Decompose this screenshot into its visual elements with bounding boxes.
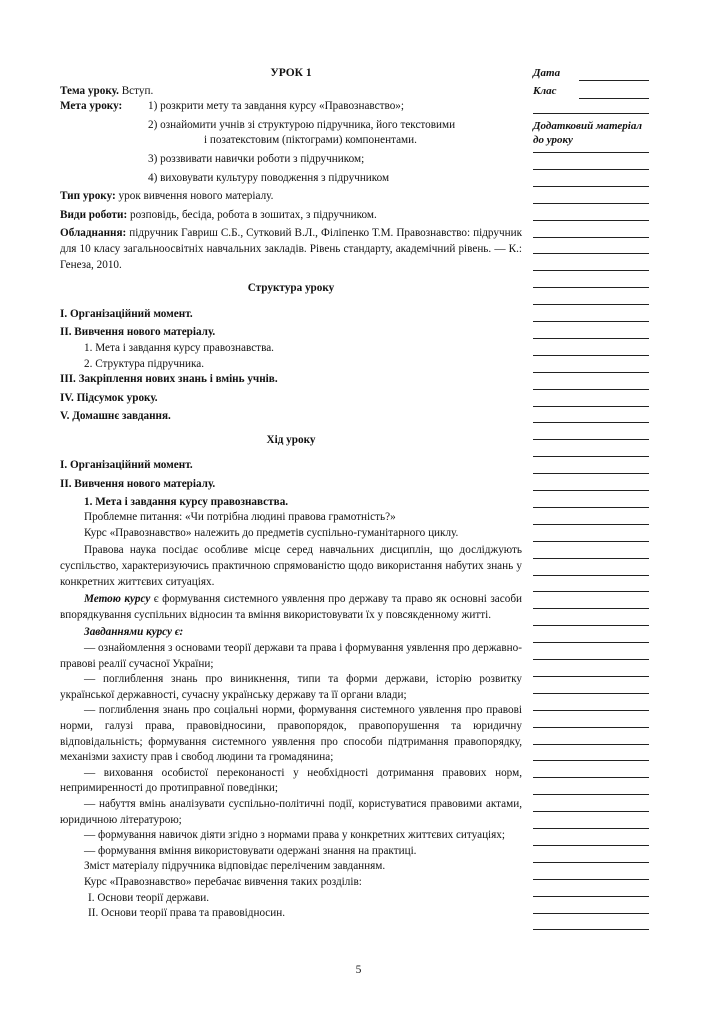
note-line <box>533 862 649 863</box>
goal-item: 3) роззвивати навички роботи з підручником; <box>148 152 365 165</box>
goal-label: Мета уроку: <box>60 100 123 113</box>
note-line <box>533 896 649 897</box>
note-line <box>533 558 649 559</box>
note-line <box>533 879 649 880</box>
course-part: II. Основи теорії права та правовідносин. <box>88 907 286 920</box>
paragraph: Зміст матеріалу підручника відповідає переліченим завданням. <box>84 860 386 873</box>
note-line <box>533 372 649 373</box>
note-line <box>533 913 649 914</box>
class-blank <box>579 86 649 99</box>
structure-item: II. Вивчення нового матеріалу. <box>60 326 216 339</box>
note-line <box>533 203 649 204</box>
task-item: — поглиблення знань про соціальні норми, формування системного уявлення про правові норми, галузі права, правовідносини, правопорядок, правопорушення та юридичну відповідальність; формування системного уявлення про способи підтримання правопорядку, механізми захисту прав і свобод людини та громадянина; <box>60 704 522 764</box>
goal-item: 4) виховувати культуру поводження з підручником <box>148 171 390 184</box>
note-line <box>533 828 649 829</box>
note-line <box>533 676 649 677</box>
paragraph: Курс «Правознавство» належить до предметів суспільно-гуманітарного циклу. <box>84 526 459 539</box>
type-label: Тип уроку: <box>60 190 116 203</box>
margin-sidebar <box>533 66 649 147</box>
note-line <box>533 727 649 728</box>
goal-item: 2) ознайомити учнів зі структурою підручника, його текстовими <box>148 118 456 131</box>
note-line <box>533 929 649 930</box>
note-line <box>533 389 649 390</box>
class-label: Клас <box>533 85 557 97</box>
goal-item: 1) розкрити мету та завдання курсу «Правознавство»; <box>148 100 404 113</box>
course-section: II. Вивчення нового матеріалу. <box>60 478 216 491</box>
paragraph: Курс «Правознавство» перебачає вивчення таких розділів: <box>84 875 362 888</box>
topic-value: Вступ. <box>121 84 154 97</box>
note-line <box>533 439 649 440</box>
note-line <box>533 321 649 322</box>
note-line <box>533 169 649 170</box>
course-subsection: 1. Мета і завдання курсу правознавства. <box>84 495 289 508</box>
note-line <box>533 406 649 407</box>
structure-item: I. Організаційний момент. <box>60 307 193 320</box>
topic-line <box>60 84 522 100</box>
course-part: I. Основи теорії держави. <box>88 891 210 904</box>
note-line <box>533 608 649 609</box>
note-line <box>533 524 649 525</box>
tasks-heading: Завданнями курсу є: <box>84 626 184 639</box>
note-line <box>533 811 649 812</box>
date-row <box>533 66 649 81</box>
task-item: — формування вміння використовувати одержані знання на практиці. <box>84 844 417 857</box>
note-line <box>533 186 649 187</box>
type-line <box>60 189 522 205</box>
aim-text: є формування системного уявлення про державу та право як основні засоби впорядкування суспільних відносин та вміння використовувати їх у повсякденному житті. <box>60 593 522 621</box>
note-line <box>533 744 649 745</box>
extra-material-label: Додатковий матеріал до уроку <box>533 120 642 146</box>
note-line <box>533 338 649 339</box>
note-line <box>533 845 649 846</box>
date-label: Дата <box>533 67 561 79</box>
work-line <box>60 208 522 224</box>
equipment-line <box>60 226 522 273</box>
note-line <box>533 270 649 271</box>
work-value: розповідь, бесіда, робота в зошитах, з підручником. <box>129 208 377 221</box>
structure-item: 2. Структура підручника. <box>84 357 205 370</box>
date-blank <box>579 68 649 81</box>
equipment-label: Обладнання: <box>60 227 127 240</box>
paragraph: Правова наука посідає особливе місце серед навчальних дисциплін, що досліджують суспільство, характеризуючись практичною спрямованістю щодо використання набутих знань у конкретних життєвих ситуаціях. <box>60 544 522 588</box>
note-line <box>533 777 649 778</box>
task-item: — формування навичок діяти згідно з нормами права у конкретних життєвих ситуаціях; <box>84 829 506 842</box>
topic-label: Тема уроку. <box>60 84 119 97</box>
structure-item: IV. Підсумок уроку. <box>60 391 158 404</box>
page-number: 5 <box>355 964 362 976</box>
work-label: Види роботи: <box>60 208 128 221</box>
structure-item: III. Закріплення нових знань і вмінь учнів. <box>60 373 278 386</box>
aim-term: Метою курсу <box>84 593 151 606</box>
goal-item-cont: і позатекстовим (піктограми) компонентами. <box>204 134 417 147</box>
note-line <box>533 575 649 576</box>
lesson-content <box>60 66 522 922</box>
note-line <box>533 287 649 288</box>
note-line <box>533 693 649 694</box>
note-line <box>533 760 649 761</box>
structure-list <box>60 307 522 425</box>
problem-question: Проблемне питання: «Чи потрібна людині правова грамотність?» <box>84 511 396 524</box>
note-line <box>533 591 649 592</box>
note-line <box>533 237 649 238</box>
task-item: — ознайомлення з основами теорії держави та права і формування уявлення про державно-правові реалії сучасної України; <box>60 642 522 670</box>
task-item: — виховання особистої переконаності у необхідності дотримання правових норм, непримиренності до протиправної поведінки; <box>60 766 522 795</box>
note-line <box>533 659 649 660</box>
task-item: — набуття вмінь аналізувати суспільно-політичні події, користуватися правовими актами, юридичною літературою; <box>60 797 522 826</box>
note-line <box>533 794 649 795</box>
note-line <box>533 304 649 305</box>
note-line <box>533 456 649 457</box>
note-line <box>533 507 649 508</box>
task-item: — поглиблення знань про виникнення, типи та форми держави, історію розвитку української державності, сучасну українську державу та її органи влади; <box>60 673 522 701</box>
note-line <box>533 99 649 114</box>
structure-heading: Структура уроку <box>247 282 335 295</box>
structure-item: V. Домашнє завдання. <box>60 410 171 423</box>
note-line <box>533 710 649 711</box>
course-section: I. Організаційний момент. <box>60 459 193 472</box>
note-line <box>533 642 649 643</box>
note-line <box>533 422 649 423</box>
aim-paragraph <box>60 592 522 623</box>
equipment-value: підручник Гавриш С.Б., Сутковий В.Л., Філіпенко Т.М. Правознавство: підручник для 10 класу загальноосвітніх навчальних закладів. Рівень стандарту, академічний рівень. — К.: Генеза, 2010. <box>60 227 523 271</box>
lesson-title: УРОК 1 <box>270 67 312 79</box>
note-line <box>533 355 649 356</box>
class-row <box>533 84 649 99</box>
note-line <box>533 625 649 626</box>
note-line <box>533 152 649 153</box>
note-line <box>533 473 649 474</box>
type-value: урок вивчення нового матеріалу. <box>118 190 274 203</box>
note-line <box>533 253 649 254</box>
course-heading: Хід уроку <box>266 433 316 446</box>
note-line <box>533 490 649 491</box>
goals-block <box>60 99 522 186</box>
structure-item: 1. Мета і завдання курсу правознавства. <box>84 341 274 354</box>
note-line <box>533 220 649 221</box>
note-line <box>533 541 649 542</box>
